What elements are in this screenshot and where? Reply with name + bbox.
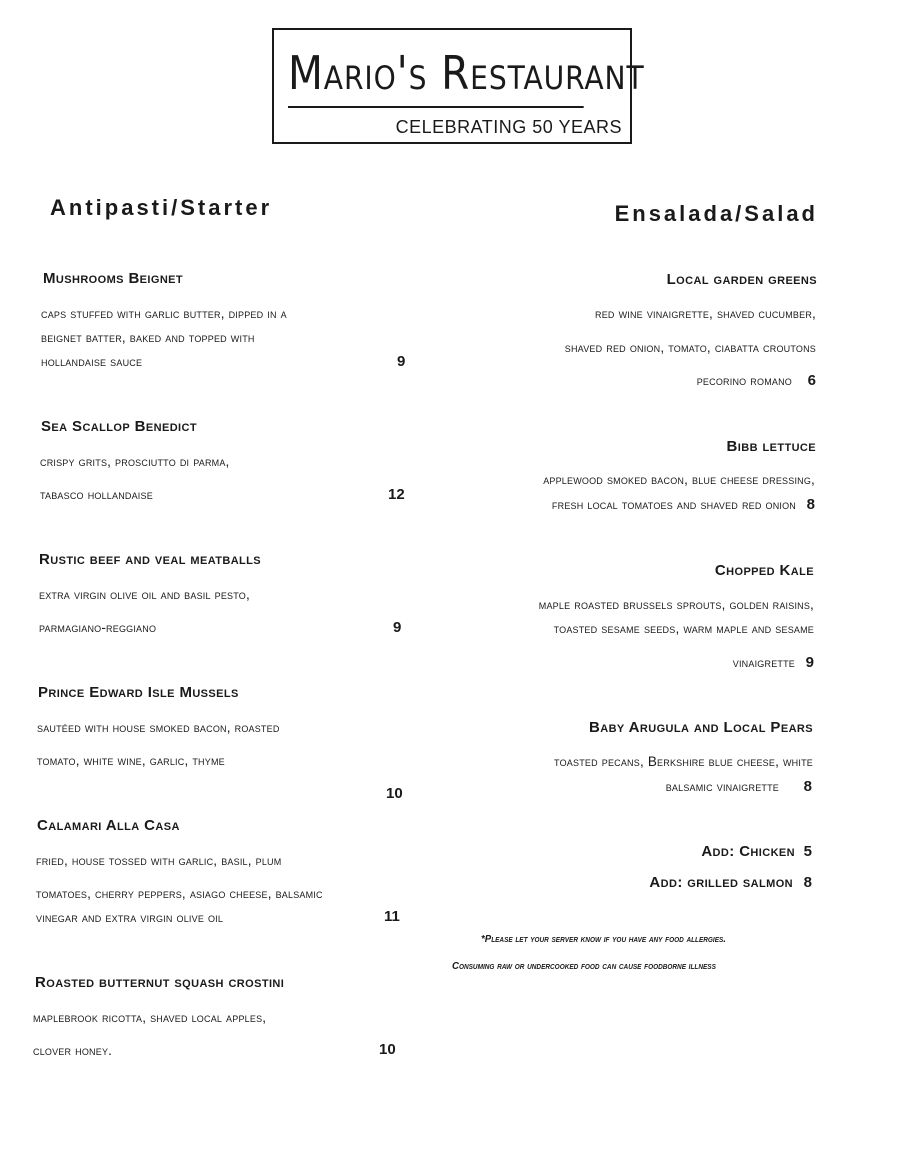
addon-label: Add: grilled salmon xyxy=(649,874,793,891)
starter-item-price: 9 xyxy=(397,353,406,370)
starter-item-description: crispy grits, prosciutto di parma, xyxy=(40,454,230,469)
starter-item-name: Prince Edward Isle Mussels xyxy=(38,684,239,701)
starter-item-name: Sea Scallop Benedict xyxy=(41,418,197,435)
salad-item-price: 8 xyxy=(806,496,815,513)
starter-item-description: tomato, white wine, garlic, thyme xyxy=(37,753,225,768)
starter-item-description: tomatoes, cherry peppers, asiago cheese, balsamic xyxy=(36,886,323,901)
starter-item-description: fried, house tossed with garlic, basil, plum xyxy=(36,853,282,868)
salad-item-description: toasted sesame seeds, warm maple and sesame xyxy=(553,621,814,636)
salad-item-name: Bibb lettuce xyxy=(726,438,816,455)
salad-item-name: Local garden greens xyxy=(666,271,817,288)
salad-item-price: 8 xyxy=(803,778,812,795)
starter-item-name: Rustic beef and veal meatballs xyxy=(39,551,262,568)
salad-item-description: fresh local tomatoes and shaved red onion xyxy=(551,497,796,512)
salad-item-description: pecorino romano xyxy=(696,373,792,388)
addon-price: 5 xyxy=(803,843,812,860)
starter-item-description: maplebrook ricotta, shaved local apples, xyxy=(33,1010,267,1025)
addon-label: Add: Chicken xyxy=(701,843,795,860)
allergy-note: *Please let your server know if you have any food allergies. xyxy=(481,933,726,945)
starter-item-price: 12 xyxy=(388,486,405,503)
salad-item-name: Baby Arugula and Local Pears xyxy=(589,719,813,736)
raw-food-warning: Consuming raw or undercooked food can cause foodborne illness xyxy=(452,960,716,972)
starter-item-name: Calamari Alla Casa xyxy=(37,817,180,834)
restaurant-tagline: CELEBRATING 50 YEARS xyxy=(395,117,622,137)
salad-item-description: shaved red onion, tomato, ciabatta croutons xyxy=(564,340,816,355)
starter-item-name: Mushrooms Beignet xyxy=(43,270,184,287)
salad-item-name: Chopped Kale xyxy=(714,562,814,579)
starter-item-description: extra virgin olive oil and basil pesto, xyxy=(39,587,250,602)
salad-item-description: maple roasted brussels sprouts, golden raisins, xyxy=(538,597,814,612)
salad-item-description: toasted pecans, Berkshire blue cheese, white xyxy=(554,754,813,769)
restaurant-logo xyxy=(272,28,645,144)
starter-item-description: beignet batter, baked and topped with xyxy=(41,330,255,345)
starters-heading: Antipasti/Starter xyxy=(50,195,273,220)
starter-item-price: 11 xyxy=(384,908,400,925)
starter-item-description: clover honey. xyxy=(33,1043,113,1058)
starter-item-price: 10 xyxy=(379,1041,396,1058)
addon-price: 8 xyxy=(803,874,812,891)
salad-item-description: applewood smoked bacon, blue cheese dressing, xyxy=(543,472,815,487)
starter-item-price: 10 xyxy=(386,785,403,802)
starter-item-description: tabasco hollandaise xyxy=(40,487,153,502)
restaurant-name: Mario's Restaurant xyxy=(288,40,584,108)
salad-item-price: 9 xyxy=(805,654,814,671)
salad-item-description: red wine vinaigrette, shaved cucumber, xyxy=(595,306,816,321)
starter-item-description: sautéed with house smoked bacon, roasted xyxy=(37,720,280,735)
starter-item-description: parmagiano-reggiano xyxy=(39,620,157,635)
starter-item-price: 9 xyxy=(393,619,402,636)
salad-item-price: 6 xyxy=(807,372,816,389)
salads-heading: Ensalada/Salad xyxy=(614,201,818,226)
starter-item-name: Roasted butternut squash crostini xyxy=(35,974,285,991)
starter-item-description: vinegar and extra virgin olive oil xyxy=(36,910,224,925)
salad-item-description: vinaigrette xyxy=(732,655,795,670)
starter-item-description: hollandaise sauce xyxy=(41,354,143,369)
salad-item-description: balsamic vinaigrette xyxy=(665,779,779,794)
starter-item-description: caps stuffed with garlic butter, dipped in a xyxy=(41,306,287,321)
